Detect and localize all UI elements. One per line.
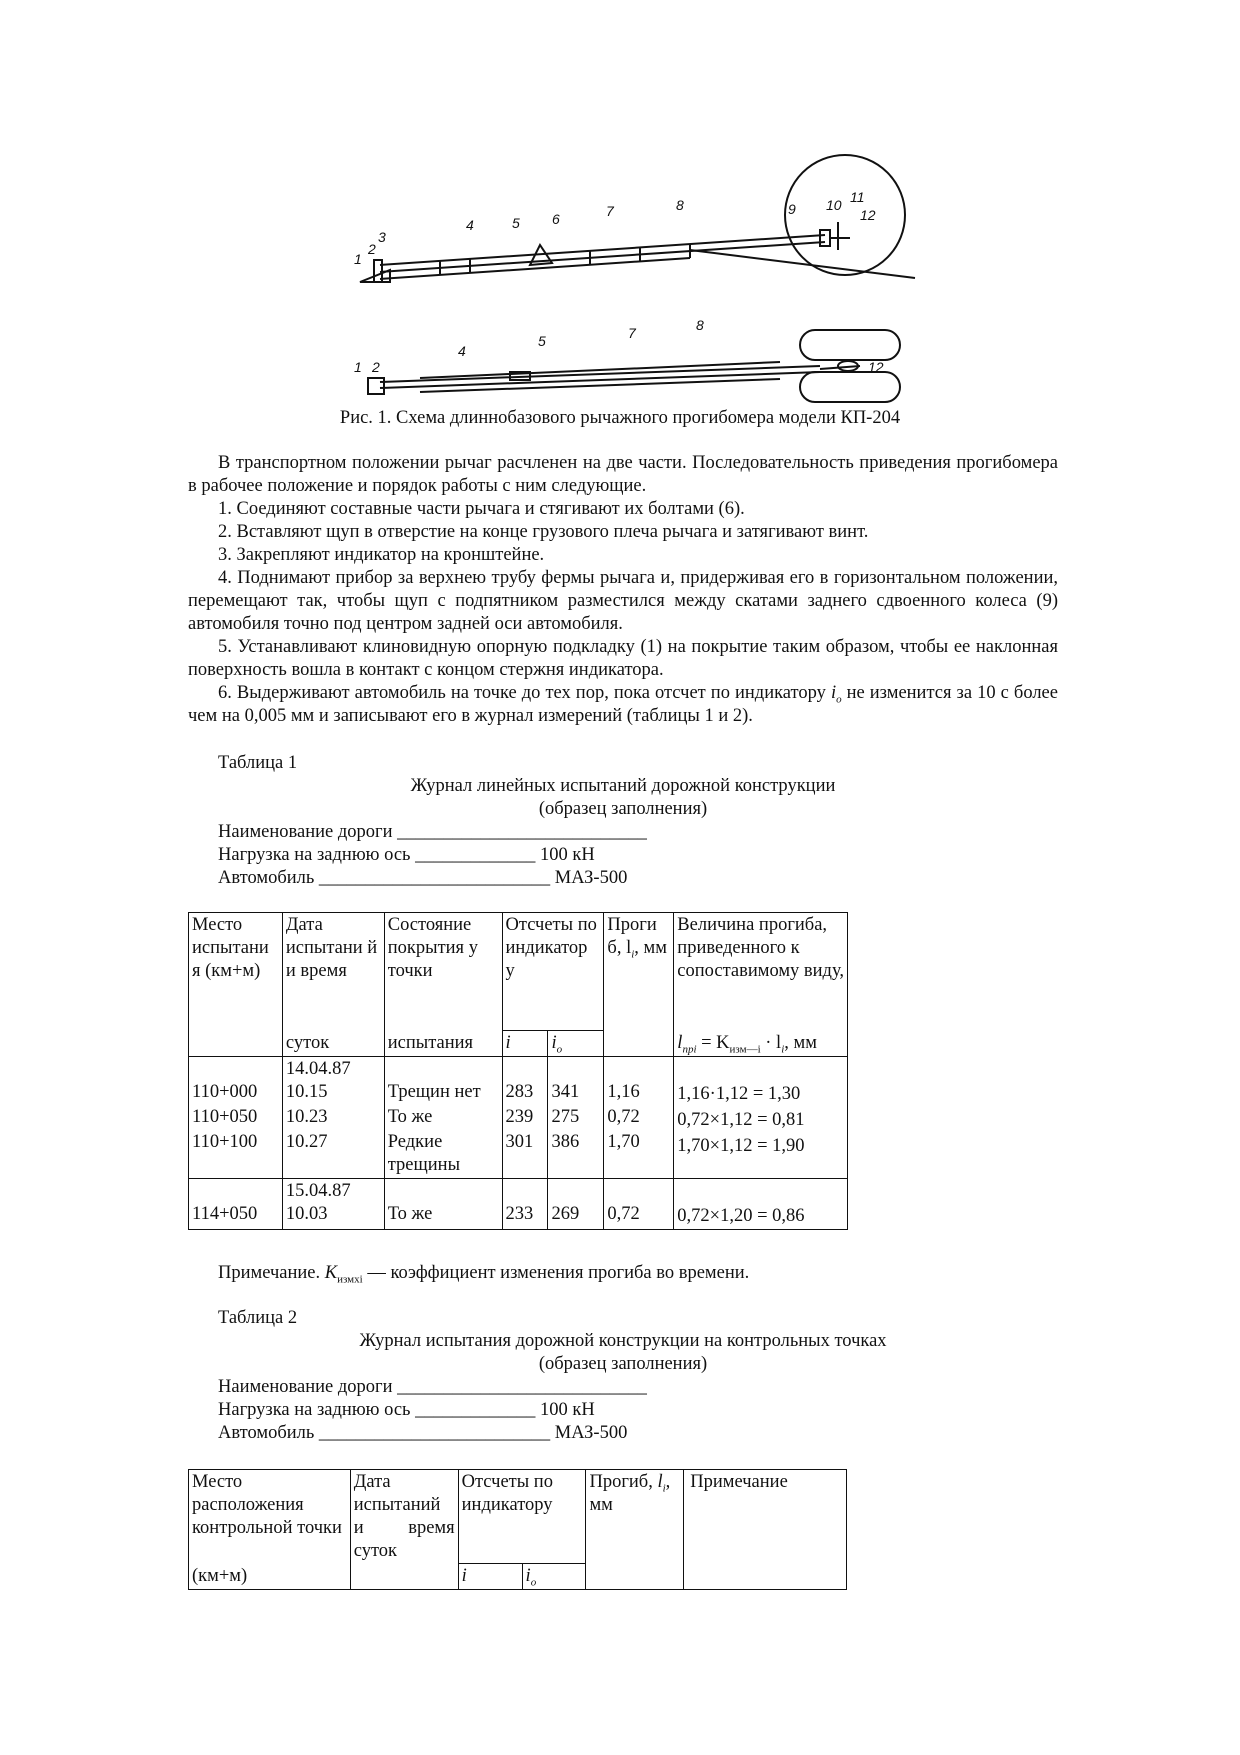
t2-h-defl: Прогиб, $l_i$, мм [586,1470,684,1590]
table1-subtitle: (образец заполнения) [538,799,708,819]
table-row [189,1179,848,1230]
label-upper-1: 1 [354,251,362,267]
t1-date-cell: 14.04.87 10.15 10.23 10.27 [282,1057,384,1179]
deflectometer-diagram [354,150,920,405]
label-upper-6: 6 [552,211,560,227]
paragraph-intro: В транспортном положении рычаг расчленен на две части. Последовательность приведения прогибомера в рабочее положение и порядок работы с ним следующие. [188,453,1058,496]
deflectometer-schematic [354,150,920,405]
label-upper-10: 10 [826,197,842,213]
table2-label: Таблица 2 [218,1308,298,1328]
t2-h-note: Примечание [684,1470,847,1590]
t1-defl-4: 0,72 [604,1179,674,1230]
paragraph-step-2: 2. Вставляют щуп в отверстие на конце грузового плеча рычага и затягивают винт. [218,522,869,542]
t2-h-io: $i_o$ [522,1564,586,1590]
t1-i-cell: 283 239 301 [502,1057,548,1179]
t2-h-i: i [458,1564,522,1590]
table2-header [188,1307,1058,1445]
t2-h-read: Отсчеты по индикатору [458,1470,586,1564]
label-upper-11: 11 [850,189,865,205]
label-upper-9: 9 [788,201,796,217]
t1-date-4: 15.04.87 10.03 [282,1179,384,1230]
label-lower-2: 2 [372,359,380,375]
paragraph-step-4: 4. Поднимают прибор за верхнею трубу фермы рычага и, придерживая его в горизонтальном положении, перемещают так, чтобы щуп с подпятником разместился между скатами заднего сдвоенного колеса (9) автомобиля точно под центром задней оси автомобиля. [188,568,1058,634]
t1-h-date: Дата испытани й и время суток [282,913,384,1057]
t1-h-i: i [502,1031,548,1057]
t1-h-io: $i_o$ [548,1031,604,1057]
label-upper-8: 8 [676,197,684,213]
t1-io-4: 269 [548,1179,604,1230]
label-upper-3: 3 [378,229,386,245]
label-lower-12: 12 [868,359,884,375]
t1-h-place: Место испытани я (км+м) [189,913,283,1057]
t1-h-read: Отсчеты по индикатор у [502,913,604,1031]
paragraph-step-1: 1. Соединяют составные части рычага и стягивают их болтами (6). [218,499,745,519]
table1-title: Журнал линейных испытаний дорожной конструкции [410,776,836,796]
t1-h-defl: Проги б, $l_i$, мм [604,913,674,1057]
t2-h-place: Место расположения контрольной точки (км+м) [189,1470,351,1590]
label-lower-7: 7 [628,325,636,341]
table1-label: Таблица 1 [218,753,298,773]
table1-car: Автомобиль _________________________ МАЗ-500 [218,868,628,888]
wheel-circle [785,155,905,275]
paragraph-step-3: 3. Закрепляют индикатор на кронштейне. [218,545,545,565]
label-lower-4: 4 [458,343,466,359]
t1-i-4: 233 [502,1179,548,1230]
body-text [188,452,1058,728]
table1-header [188,752,1058,890]
t1-h-state: Состояние покрытия у точки испытания [384,913,502,1057]
label-lower-8: 8 [696,317,704,333]
table2-subtitle: (образец заполнения) [538,1354,708,1374]
figure-caption: Рис. 1. Схема длиннобазового рычажного прогибомера модели КП-204 [339,408,901,428]
t1-defl-cell: 1,16 0,72 1,70 [604,1057,674,1179]
t1-place-4: 114+050 [189,1179,283,1230]
t1-io-cell: 341 275 386 [548,1057,604,1179]
table1-road: Наименование дороги ___________________________ [218,822,647,842]
t1-state-cell: Трещин нет То же Редкие трещины [384,1057,502,1179]
t1-h-val: Величина прогиба, приведенного к сопоставимому виду, $l_{прi} = K_{изм—i} \cdot l_i$, мм [674,913,848,1057]
table1-load: Нагрузка на заднюю ось _____________ 100 кН [218,845,595,865]
label-lower-5: 5 [538,333,546,349]
paragraph-step-5: 5. Устанавливают клиновидную опорную подкладку (1) на покрытие таким образом, чтобы ее наклонная поверхность вошла в контакт с концом стержня индикатора. [188,637,1058,680]
t1-val-4: 0,72×1,20 = 0,86 [674,1179,848,1230]
t1-val-cell: 1,16·1,12 = 1,30 0,72×1,12 = 0,81 1,70×1,12 = 1,90 [674,1057,848,1179]
t2-h-date: Дата испытаний и время суток [350,1470,458,1590]
t1-state-4: То же [384,1179,502,1230]
label-upper-4: 4 [466,217,474,233]
label-upper-12: 12 [860,207,876,223]
table1 [188,912,848,1230]
label-upper-5: 5 [512,215,520,231]
label-upper-2: 2 [368,241,376,257]
table1-note: Примечание. $K_{измxi}$ — коэффициент изменения прогиба во времени. [218,1263,750,1286]
label-lower-1: 1 [354,359,362,375]
tire-upper [800,330,900,360]
label-upper-7: 7 [606,203,614,219]
paragraph-step-6: 6. Выдерживают автомобиль на точке до тех пор, пока отсчет по индикатору $i_o$ не изменится за 10 с более чем на 0,005 мм и записывают его в журнал измерений (таблицы 1 и 2). [188,683,1058,726]
t1-place-cell: 110+000 110+050 110+100 [189,1057,283,1179]
table2-car: Автомобиль _________________________ МАЗ-500 [218,1423,628,1443]
tire-lower [800,372,900,402]
table2-title: Журнал испытания дорожной конструкции на контрольных точках [359,1331,887,1351]
table2-road: Наименование дороги ___________________________ [218,1377,647,1397]
table2-load: Нагрузка на заднюю ось _____________ 100 кН [218,1400,595,1420]
table-row [189,1057,848,1179]
table2 [188,1469,847,1590]
